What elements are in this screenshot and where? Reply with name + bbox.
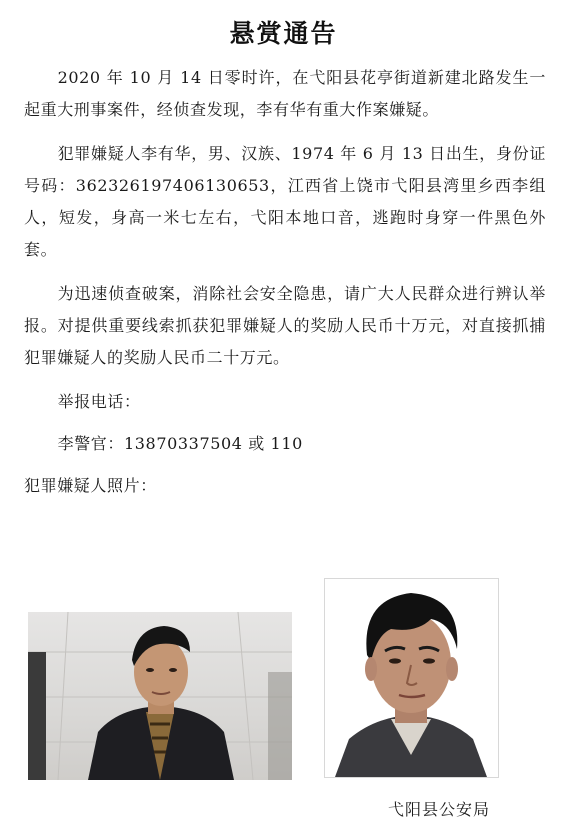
photos-label: 犯罪嫌疑人照片： xyxy=(24,476,157,495)
issuer-signature: 弋阳县公安局 xyxy=(388,800,491,819)
paragraph-reward: 为迅速侦查破案，消除社会安全隐患，请广大人民群众进行辨认举报。对提供重要线索抓获犯罪嫌疑人的奖励人民币十万元，对直接抓捕犯罪嫌疑人的奖励人民币二十万元。 xyxy=(24,284,546,367)
suspect-portrait-photo xyxy=(324,578,499,778)
notice-title: 悬赏通告 xyxy=(229,19,338,48)
suspect-portrait-illustration xyxy=(325,579,498,777)
report-phone-label: 举报电话： xyxy=(57,392,141,411)
paragraph-suspect-description: 犯罪嫌疑人李有华，男、汉族、1974 年 6 月 13 日出生，身份证号码：362326197406130653，江西省上饶市弋阳县湾里乡西李组人，短发，身高一米七左右，弋阳本地口音，逃跑时身穿一件黑色外套。 xyxy=(24,144,546,259)
notice-body xyxy=(24,62,546,512)
suspect-surveillance-photo xyxy=(28,612,292,780)
paragraph-incident: 2020 年 10 月 14 日零时许，在弋阳县花亭街道新建北路发生一起重大刑事案件，经侦查发现，李有华有重大作案嫌疑。 xyxy=(24,68,546,119)
contact-line: 李警官：13870337504 或 110 xyxy=(57,434,303,453)
suspect-surveillance-illustration xyxy=(28,612,292,780)
